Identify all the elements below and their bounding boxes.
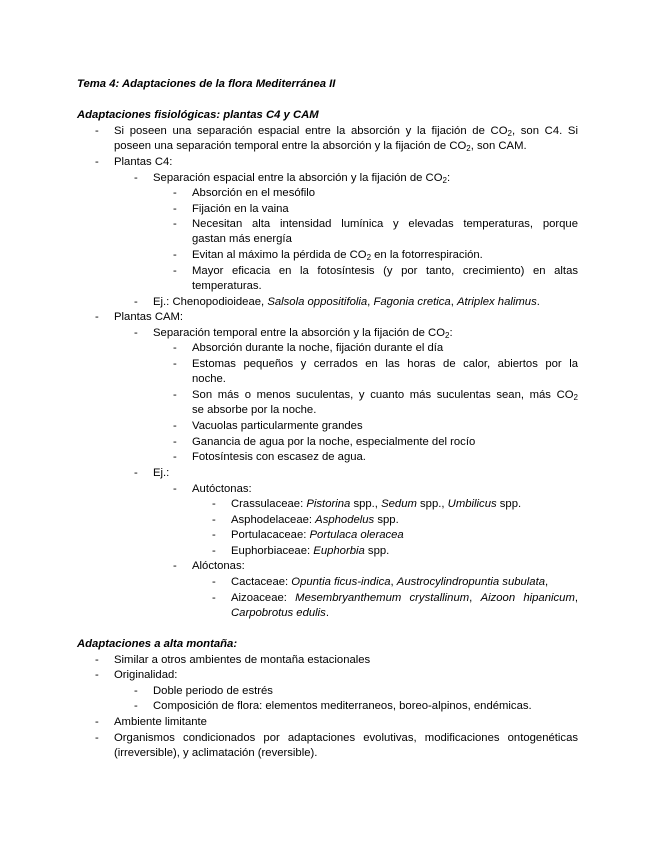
cam-item-2-line-1: Estomas pequeños y cerrados en las horas de calor, abiertos por la [192, 358, 578, 370]
autoctona-portulacaceae: Portulacaceae: Portulaca oleracea [231, 529, 404, 541]
mountain-item-2b: Composición de flora: elementos mediterraneos, boreo-alpinos, endémicas. [153, 700, 532, 712]
cam-item-4: Vacuolas particularmente grandes [192, 420, 363, 432]
bullet-dash: - [212, 498, 216, 510]
c4-item-1: Absorción en el mesófilo [192, 187, 316, 199]
cam-item-2-line-2: noche. [192, 373, 226, 385]
intro-line-2: poseen una separación temporal entre la absorción y la fijación de $CO_2$, son CAM. [114, 140, 527, 153]
cam-label: Plantas CAM: [114, 311, 184, 323]
cam-item-5: Ganancia de agua por la noche, especialmente del rocío [192, 436, 476, 448]
c4-item-3-line-2: gastan más energía [192, 233, 292, 245]
bullet-dash: - [212, 514, 216, 526]
c4-label: Plantas C4: [114, 156, 173, 168]
bullet-dash: - [173, 483, 177, 495]
bullet-dash: - [212, 592, 216, 604]
c4-item-5-line-1: Mayor eficacia en la fotosíntesis (y por tanto, crecimiento) en altas [192, 265, 578, 277]
bullet-dash: - [134, 172, 138, 184]
bullet-dash: - [173, 560, 177, 572]
aloctona-cactaceae: Cactaceae: Opuntia ficus-indica, Austrocylindropuntia subulata, [231, 576, 549, 588]
mountain-item-4-line-2: (irreversible), y aclimatación (reversible). [114, 747, 318, 759]
bullet-dash: - [134, 327, 138, 339]
bullet-dash: - [95, 716, 99, 728]
bullet-dash: - [173, 203, 177, 215]
bullet-dash: - [212, 576, 216, 588]
bullet-dash: - [173, 451, 177, 463]
bullet-dash: - [95, 311, 99, 323]
bullet-dash: - [95, 156, 99, 168]
bullet-dash: - [173, 436, 177, 448]
bullet-dash: - [134, 685, 138, 697]
bullet-dash: - [134, 296, 138, 308]
c4-item-4: Evitan al máximo la pérdida de $CO_2$ en la fotorrespiración. [192, 249, 483, 262]
document-title: Tema 4: Adaptaciones de la flora Mediterránea II [77, 78, 336, 90]
bullet-dash: - [173, 389, 177, 401]
bullet-dash: - [173, 358, 177, 370]
cam-examples-label: Ej.: [153, 467, 170, 479]
cam-item-1: Absorción durante la noche, fijación durante el día [192, 342, 444, 354]
bullet-dash: - [173, 249, 177, 261]
autoctona-crassulaceae: Crassulaceae: Pistorina spp., Sedum spp., Umbilicus spp. [231, 498, 522, 510]
c4-item-5-line-2: temperaturas. [192, 280, 262, 292]
bullet-dash: - [95, 732, 99, 744]
cam-separation: Separación temporal entre la absorción y la fijación de $CO_2$: [153, 327, 453, 340]
aloctona-aizoaceae-line-1: Aizoaceae: Mesembryanthemum crystallinum, Aizoon hipanicum, [231, 592, 578, 604]
bullet-dash: - [173, 187, 177, 199]
bullet-dash: - [95, 669, 99, 681]
cam-item-3-line-1: Son más o menos suculentas, y cuanto más suculentas sean, más $CO_2$ [192, 389, 578, 402]
autoctona-euphorbiaceae: Euphorbiaceae: Euphorbia spp. [231, 545, 390, 557]
bullet-dash: - [134, 700, 138, 712]
section-heading-high-mountain: Adaptaciones a alta montaña: [77, 638, 238, 650]
mountain-item-2a: Doble periodo de estrés [153, 685, 273, 697]
mountain-item-4-line-1: Organismos condicionados por adaptaciones evolutivas, modificaciones ontogenéticas [114, 732, 578, 744]
autoctona-asphodelaceae: Asphodelaceae: Asphodelus spp. [231, 514, 399, 526]
c4-examples: Ej.: Chenopodioideae, Salsola oppositifolia, Fagonia cretica, Atriplex halimus. [153, 296, 540, 308]
c4-item-3-line-1: Necesitan alta intensidad lumínica y elevadas temperaturas, porque [192, 218, 578, 230]
bullet-dash: - [95, 125, 99, 137]
mountain-item-1: Similar a otros ambientes de montaña estacionales [114, 654, 371, 666]
c4-item-2: Fijación en la vaina [192, 203, 289, 215]
mountain-item-2: Originalidad: [114, 669, 178, 681]
cam-item-3-line-2: se absorbe por la noche. [192, 404, 317, 416]
intro-line-1: Si poseen una separación espacial entre la absorción y la fijación de $CO_2$, son C4. Si [114, 125, 578, 138]
c4-separation: Separación espacial entre la absorción y la fijación de $CO_2$: [153, 172, 451, 185]
autoctonas-label: Autóctonas: [192, 483, 252, 495]
bullet-dash: - [173, 265, 177, 277]
bullet-dash: - [173, 342, 177, 354]
cam-item-6: Fotosíntesis con escasez de agua. [192, 451, 366, 463]
aloctonas-label: Alóctonas: [192, 560, 245, 572]
bullet-dash: - [134, 467, 138, 479]
bullet-dash: - [173, 420, 177, 432]
bullet-dash: - [173, 218, 177, 230]
bullet-dash: - [212, 545, 216, 557]
section-heading-physiological: Adaptaciones fisiológicas: plantas C4 y CAM [77, 109, 319, 121]
bullet-dash: - [212, 529, 216, 541]
mountain-item-3: Ambiente limitante [114, 716, 207, 728]
aloctona-aizoaceae-line-2: Carpobrotus edulis. [231, 607, 329, 619]
bullet-dash: - [95, 654, 99, 666]
